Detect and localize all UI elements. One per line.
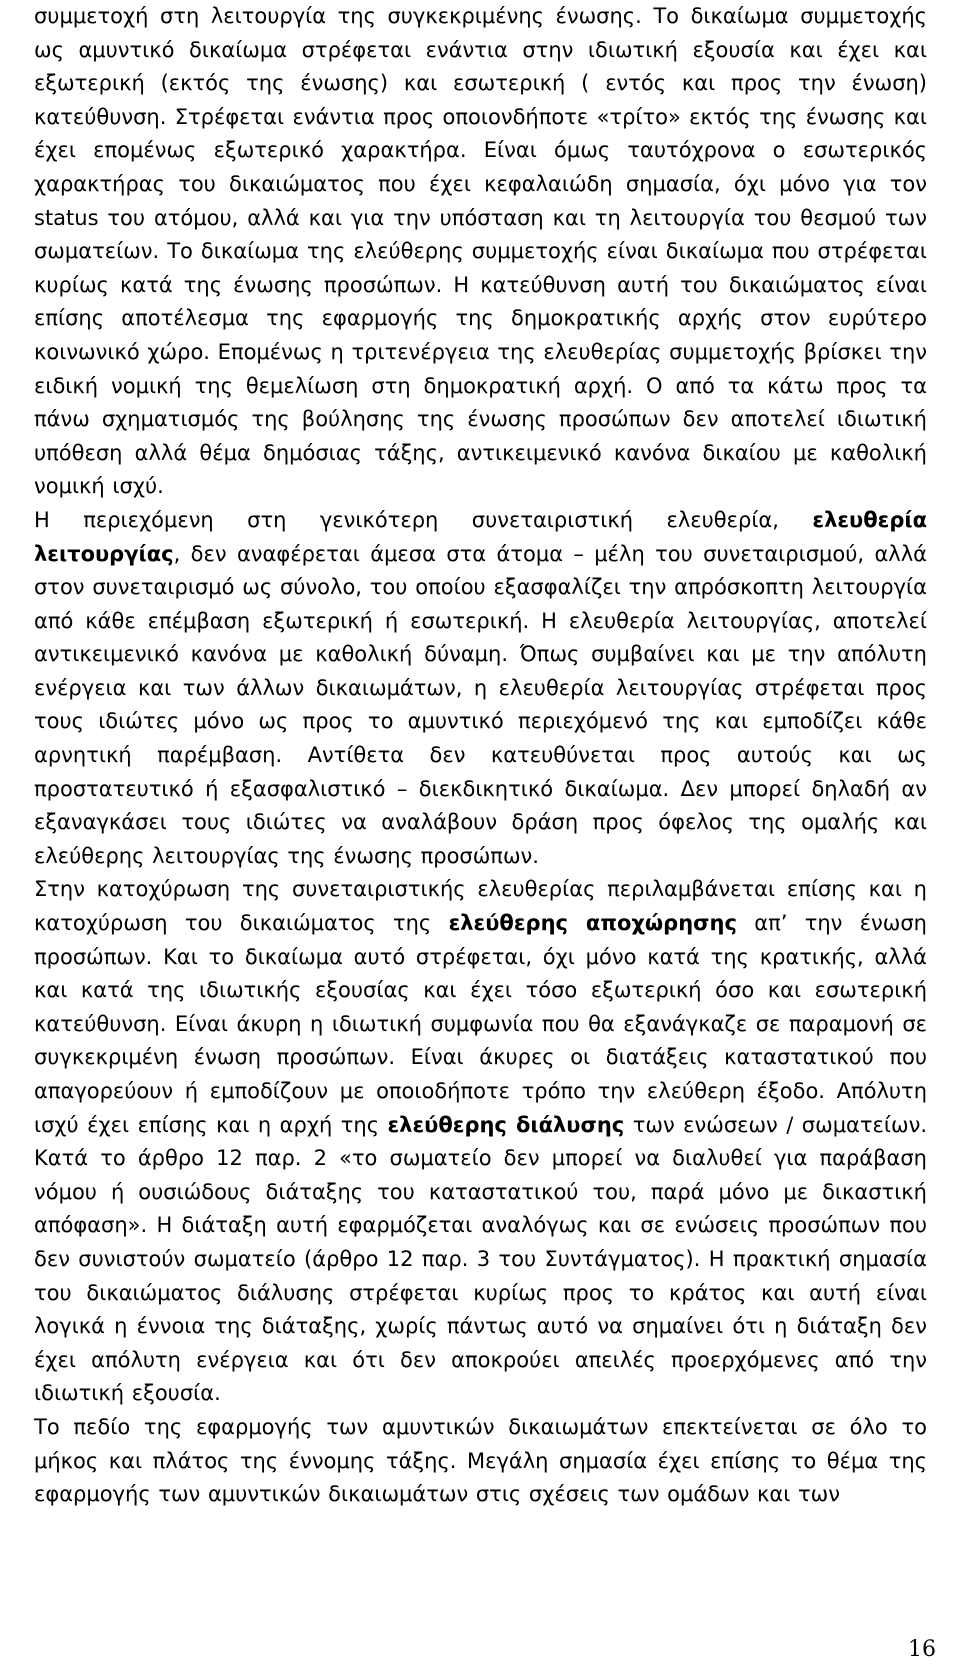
text-run: συμμετοχή στη λειτουργία της συγκεκριμένης ένωσης. Το δικαίωμα συμμετοχής ως αμυντικό δικαίωμα στρέφεται ενάντια στην ιδιωτική εξουσία και έχει και εξωτερική (εκτός της ένωσης) και εσωτερική ( εντός και προς την ένωση) κατεύθυνση. Στρέφεται ενάντια προς οποιονδήποτε «τρίτο» εκτός της ένωσης και έχει επομένως εξωτερικό χαρακτήρα. Είναι όμως ταυτόχρονα ο εσωτερικός χαρακτήρας του δικαιώματος που έχει κεφαλαιώδη σημασία, όχι μόνο για τον status του ατόμου, αλλά και για την υπόσταση και τη λειτουργία του θεσμού των σωματείων. Το δικαίωμα της ελεύθερης συμμετοχής είναι δικαίωμα που στρέφεται κυρίως κατά της ένωσης προσώπων. Η κατεύθυνση αυτή του δικαιώματος είναι επίσης αποτέλεσμα της εφαρμογής της δημοκρατικής αρχής στον ευρύτερο κοινωνικό χώρο. Επομένως η τριτενέργεια της ελευθερίας συμμετοχής βρίσκει την ειδική νομική της θεμελίωση στη δημοκρατική αρχή. Ο από τα κάτω προς τα πάνω σχηματισμός της βούλησης της ένωσης προσώπων δεν αποτελεί ιδιωτική υπόθεση αλλά θέμα δημόσιας τάξης, αντικειμενικό κανόνα δικαίου με καθολική νομική ισχύ. xyxy=(34,4,927,499)
text-run: Το πεδίο της εφαρμογής των αμυντικών δικαιωμάτων επεκτείνεται σε όλο το μήκος και πλάτος της έννομης τάξης. Μεγάλη σημασία έχει επίσης το θέμα της εφαρμογής των αμυντικών δικαιωμάτων στις σχέσεις των ομάδων και των xyxy=(34,1414,927,1507)
text-run: Στην κατοχύρωση της συνεταιριστικής ελευθερίας περιλαμβάνεται επίσης και η κατοχύρωση του δικαιώματος της xyxy=(34,877,927,936)
body-text xyxy=(34,0,927,1512)
text-run: των ενώσεων / σωματείων. Κατά το άρθρο 12 παρ. 2 «το σωματείο δεν μπορεί να διαλυθεί για παράβαση νόμου ή ουσιώδους διάταξης του καταστατικού του, παρά μόνο με δικαστική απόφαση». Η διάταξη αυτή εφαρμόζεται αναλόγως και σε ενώσεις προσώπων που δεν συνιστούν σωματείο (άρθρο 12 παρ. 3 του Συντάγματος). Η πρακτική σημασία του δικαιώματος διάλυσης στρέφεται κυρίως προς το κράτος και αυτή είναι λογικά η έννοια της διάταξης, χωρίς πάντως αυτό να σημαίνει ότι η διάταξη δεν έχει απόλυτη ενέργεια και ότι δεν αποκρούει απειλές προερχόμενες από την ιδιωτική εξουσία. xyxy=(34,1112,927,1406)
document-page xyxy=(34,0,927,1512)
bold-term: ελευθερία λειτουργίας xyxy=(34,507,927,566)
bold-term: ελεύθερης διάλυσης xyxy=(387,1112,625,1137)
text-run: , δεν αναφέρεται άμεσα στα άτομα – μέλη του συνεταιρισμού, αλλά στον συνεταιρισμό ως σύνολο, του οποίου εξασφαλίζει την απρόσκοπτη λειτουργία από κάθε επέμβαση εξωτερική ή εσωτερική. Η ελευθερία λειτουργίας, αποτελεί αντικειμενικό κανόνα με καθολική δύναμη. Όπως συμβαίνει και με την απόλυτη ενέργεια και των άλλων δικαιωμάτων, η ελευθερία λειτουργίας στρέφεται προς τους ιδιώτες μόνο ως προς το αμυντικό περιεχόμενό της και εμποδίζει κάθε αρνητική παρέμβαση. Αντίθετα δεν κατευθύνεται προς αυτούς και ως προστατευτικό ή εξασφαλιστικό – διεκδικητικό δικαίωμα. Δεν μπορεί δηλαδή αν εξαναγκάσει τους ιδιώτες να αναλάβουν δράση προς όφελος της ομαλής και ελεύθερης λειτουργίας της ένωσης προσώπων. xyxy=(34,541,927,868)
paragraph xyxy=(34,1411,927,1512)
bold-term: ελεύθερης αποχώρησης xyxy=(448,911,737,936)
paragraph xyxy=(34,0,927,504)
text-run: απ’ την ένωση προσώπων. Και το δικαίωμα αυτό στρέφεται, όχι μόνο κατά της κρατικής, αλλά και κατά της ιδιωτικής εξουσίας και έχει τόσο εξωτερική όσο και εσωτερική κατεύθυνση. Είναι άκυρη η ιδιωτική συμφωνία που θα εξανάγκαζε σε παραμονή σε συγκεκριμένη ένωση προσώπων. Είναι άκυρες οι διατάξεις καταστατικού που απαγορεύουν ή εμποδίζουν με οποιοδήποτε τρόπο την ελεύθερη έξοδο. Απόλυτη ισχύ έχει επίσης και η αρχή της xyxy=(34,911,927,1137)
paragraph xyxy=(34,873,927,1411)
page-number: 16 xyxy=(908,1637,936,1662)
paragraph xyxy=(34,504,927,874)
text-run: Η περιεχόμενη στη γενικότερη συνεταιριστική ελευθερία, xyxy=(34,507,813,532)
